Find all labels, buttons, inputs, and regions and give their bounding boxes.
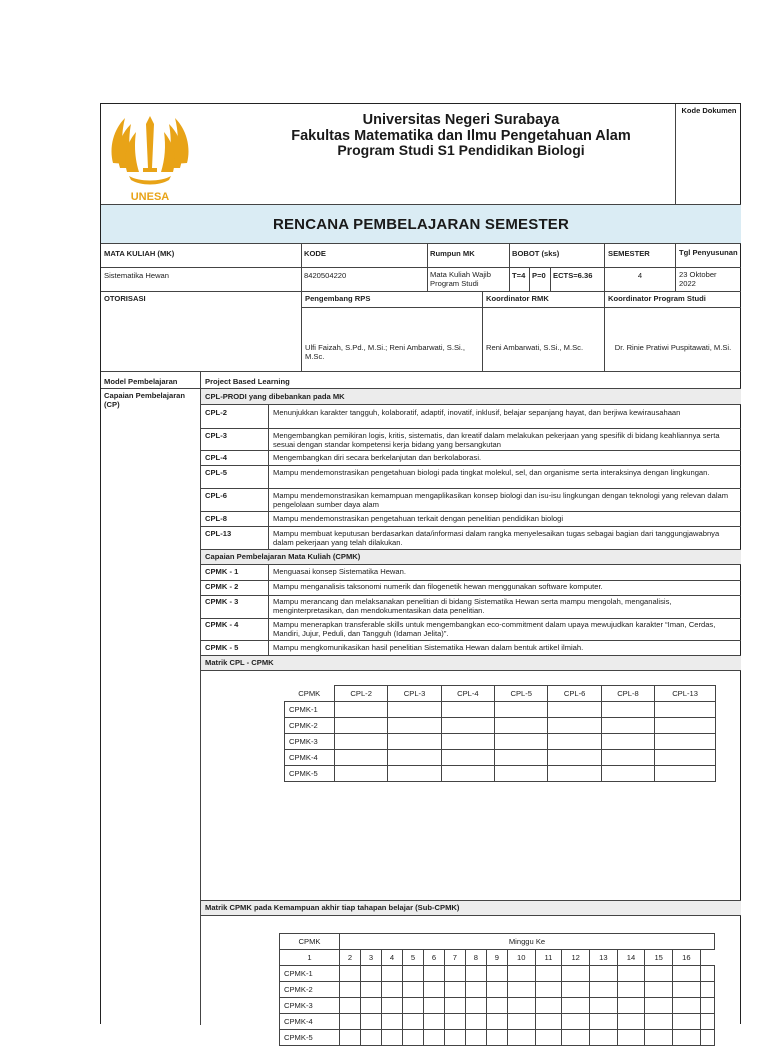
matrix-cell [486,998,507,1014]
matrix-row [285,766,716,782]
matrix-col-header: CPL-4 [441,686,494,702]
matrix-row-label: CPMK-2 [285,718,335,734]
university-name: Universitas Negeri Surabaya [362,112,560,128]
week-header: 8 [465,950,486,966]
pengembang-names: Ulfi Faizah, S.Pd., M.Si.; Reni Ambarwati, S.Si., M.Sc. [305,343,465,361]
label-koordinator-prodi: Koordinator Program Studi [608,294,706,303]
matrix-cell [617,982,645,998]
matrix-cell [673,982,701,998]
matrix-cell [645,982,673,998]
koordinator-rmk-name: Reni Ambarwati, S.Si., M.Sc. [486,343,584,352]
matrix-cell [465,1030,486,1046]
matrix-cell [617,966,645,982]
cpl-prodi-header: CPL-PRODI yang dibebankan pada MK [205,392,345,401]
cpmk-header: Capaian Pembelajaran Mata Kuliah (CPMK) [205,552,361,561]
matrix-row-label: CPMK-3 [280,998,340,1014]
value-bobot-ects: ECTS=6.36 [553,271,593,280]
matrix-cell [465,998,486,1014]
cpmk-code: CPMK - 5 [205,643,239,652]
matrix-cell [360,1014,381,1030]
matrix-cell [590,998,618,1014]
matrix-cell [617,1030,645,1046]
program-name: Program Studi S1 Pendidikan Biologi [337,142,585,158]
matrix-cell [360,998,381,1014]
matrix-row [285,734,716,750]
matrix-row-label: CPMK-4 [285,750,335,766]
matrix-row-label: CPMK-1 [285,702,335,718]
label-tgl-penyusunan: Tgl Penyusunan [679,248,738,257]
matrix-cell [444,1014,465,1030]
matrix-cell [562,1030,590,1046]
matrix-cell [423,1030,444,1046]
cpl-text: Mampu mendemonstrasikan kemampuan mengaplikasikan konsep biologi dan isu-isu lingkungan dengan teknologi yang relevan dalam pengelolaan sumber daya alam [273,491,729,509]
matrix-cell [495,734,548,750]
week-header: 16 [673,950,701,966]
matrix-row [280,982,715,998]
matrix-cell [535,982,562,998]
matrix-cell [388,718,441,734]
matrix-row-label: CPMK-4 [280,1014,340,1030]
matrix-cell [340,998,361,1014]
matrix-cell [441,702,494,718]
matrix-cell [335,734,388,750]
matrix-row-label: CPMK-1 [280,966,340,982]
label-rumpun: Rumpun MK [430,249,475,258]
matrix-cell [423,982,444,998]
matrix-cell [645,998,673,1014]
cpl-code: CPL-6 [205,491,227,500]
week-header: 6 [423,950,444,966]
matrix-cell [360,982,381,998]
matrix-cell [360,966,381,982]
matrix-cell [495,702,548,718]
matrix-col-header: CPL-5 [495,686,548,702]
matrix-row [285,750,716,766]
cpmk-text: Menguasai konsep Sistematika Hewan. [273,567,406,576]
matrix-cell [441,718,494,734]
matrix-cell [423,1014,444,1030]
matrix-cell [601,734,654,750]
matrix-cell [441,734,494,750]
matrix-cell [645,1030,673,1046]
matrix-cell [617,998,645,1014]
matrix-cell [645,966,673,982]
cpl-code: CPL-5 [205,468,227,477]
matrix-cell [590,966,618,982]
matrix-cell [381,1014,402,1030]
matrix-cell [486,1014,507,1030]
value-kode: 8420504220 [304,271,347,280]
matrix-cell [655,766,716,782]
matrix-corner: CPMK [280,934,340,950]
matrix-cell [673,966,701,982]
matrix-row-label: CPMK-2 [280,982,340,998]
matrix-sub-title: Matrik CPMK pada Kemampuan akhir tiap tahapan belajar (Sub-CPMK) [205,903,460,912]
cpl-text: Mengembangkan pemikiran logis, kritis, sistematis, dan kreatif dalam melakukan pekerjaan yang spesifik di bidang keahliannya serta sesuai dengan standar kompetensi kerja bidang yang bersangkutan [273,431,720,449]
cpmk-text: Mampu merancang dan melaksanakan penelitian di bidang Sistematika Hewan serta mampu mengolah, menganalisis, menginterpretasikan, dan mendokumentasikan data penelitian. [273,597,672,615]
matrix-col-header: CPL-13 [655,686,716,702]
matrix-cell [495,750,548,766]
matrix-cell [444,998,465,1014]
matrix-cell [673,998,701,1014]
matrix-col-header: CPL-3 [388,686,441,702]
matrix-cell [655,718,716,734]
cpl-text: Mengembangkan diri secara berkelanjutan dan berkolaborasi. [273,453,482,462]
matrix-cell [402,982,423,998]
matrix-cell [655,734,716,750]
matrix-cell [388,702,441,718]
matrix-cell [700,982,714,998]
matrix-cell [381,966,402,982]
value-model-pembelajaran: Project Based Learning [205,377,290,386]
matrix-cell [340,982,361,998]
matrix-cell [381,998,402,1014]
matrix-cell [700,966,714,982]
matrix-cell [673,1030,701,1046]
matrix-cell [465,966,486,982]
label-model-pembelajaran: Model Pembelajaran [104,377,178,386]
label-pengembang-rps: Pengembang RPS [305,294,371,303]
value-mata-kuliah: Sistematika Hewan [104,271,169,280]
matrix-cell [444,982,465,998]
matrix-cpl-cpmk-table [284,685,716,782]
matrix-cell [548,702,601,718]
matrix-row [280,1030,715,1046]
logo-text: UNESA [130,191,170,203]
cpl-code: CPL-2 [205,408,227,417]
matrix-cell [495,766,548,782]
week-header: 1 [280,950,340,966]
matrix-row [285,718,716,734]
matrix-cell [388,734,441,750]
matrix-row-label: CPMK-5 [280,1030,340,1046]
matrix-cell [388,766,441,782]
matrix-col-header: CPL-2 [335,686,388,702]
cpl-code: CPL-3 [205,431,227,440]
cpl-text: Mampu mendemonstrasikan pengetahuan biologi pada tingkat molekul, sel, dan organisme serta interaksinya dengan lingkungan. [273,468,710,477]
label-bobot: BOBOT (sks) [512,249,560,258]
matrix-cell [486,1030,507,1046]
matrix-cell [388,750,441,766]
matrix-cell [507,998,535,1014]
matrix-cell [335,702,388,718]
cpl-code: CPL-8 [205,514,227,523]
matrix-cell [381,1030,402,1046]
label-koordinator-rmk: Koordinator RMK [486,294,549,303]
matrix-cell [562,998,590,1014]
matrix-cell [465,1014,486,1030]
cpl-code: CPL-4 [205,453,227,462]
matrix-cell [340,1014,361,1030]
label-mata-kuliah: MATA KULIAH (MK) [104,249,175,258]
matrix-cell [535,1030,562,1046]
matrix-cell [465,982,486,998]
matrix-cell [444,966,465,982]
week-header: 3 [360,950,381,966]
matrix-cell [700,998,714,1014]
matrix-cell [590,982,618,998]
matrix-cell [402,1014,423,1030]
matrix-cell [562,1014,590,1030]
week-header: 10 [507,950,535,966]
matrix-cell [335,750,388,766]
kode-dokumen-label: Kode Dokumen [681,106,737,115]
matrix-cell [590,1014,618,1030]
matrix-cpl-title: Matrik CPL - CPMK [205,658,274,667]
matrix-col-header: CPL-6 [548,686,601,702]
label-kode: KODE [304,249,326,258]
matrix-cell [340,1030,361,1046]
matrix-cell [335,718,388,734]
matrix-cell [495,718,548,734]
matrix-cell [590,1030,618,1046]
matrix-cell [402,1030,423,1046]
matrix-cell [655,750,716,766]
matrix-cell [402,966,423,982]
matrix-corner: CPMK [298,688,321,698]
cpmk-code: CPMK - 4 [205,620,239,629]
label-otorisasi: OTORISASI [104,294,146,303]
cpl-text: Menunjukkan karakter tangguh, kolaboratif, adaptif, inovatif, inklusif, belajar sepanjang hayat, dan berjiwa kewirausahaan [273,408,681,417]
matrix-cell [423,966,444,982]
value-semester: 4 [637,271,643,280]
label-semester: SEMESTER [608,249,650,258]
matrix-cell [444,1030,465,1046]
value-rumpun: Mata Kuliah Wajib Program Studi [430,270,491,288]
matrix-cell [535,1014,562,1030]
week-header: 12 [562,950,590,966]
matrix-col-header: CPL-8 [601,686,654,702]
matrix-cell [617,1014,645,1030]
matrix-row-label: CPMK-3 [285,734,335,750]
matrix-cell [360,1030,381,1046]
week-header: 11 [535,950,562,966]
rps-document [100,103,741,1042]
matrix-sub-cpmk-table [279,933,715,1046]
matrix-cell [655,702,716,718]
matrix-cell [441,766,494,782]
matrix-row-label: CPMK-5 [285,766,335,782]
value-bobot-p: P=0 [532,271,546,280]
cpmk-text: Mampu menerapkan transferable skills untuk mengembangkan eco-commitment dalam upaya mewujudkan karakter “Iman, Cerdas, Mandiri, Jujur, Peduli, dan Tangguh (Idaman Jelita)”. [273,620,716,638]
matrix-cell [507,966,535,982]
matrix-cell [562,982,590,998]
matrix-row [280,998,715,1014]
value-bobot-t: T=4 [512,271,526,280]
matrix-cell [381,982,402,998]
week-header: 9 [486,950,507,966]
faculty-name: Fakultas Matematika dan Ilmu Pengetahuan Alam [291,128,631,144]
matrix-cell [335,766,388,782]
matrix-cell [507,1030,535,1046]
cpmk-code: CPMK - 2 [205,582,239,591]
matrix-cell [486,982,507,998]
cpl-code: CPL-13 [205,529,232,538]
matrix-cell [548,734,601,750]
week-header: 5 [402,950,423,966]
value-tgl-penyusunan: 23 Oktober 2022 [679,270,717,288]
koordinator-prodi-name: Dr. Rinie Pratiwi Puspitawati, M.Si. [614,343,732,352]
cpl-text: Mampu mendemonstrasikan pengetahuan terkait dengan penelitian pendidikan biologi [273,514,564,523]
matrix-cell [441,750,494,766]
week-header: 2 [340,950,361,966]
matrix-cell [673,1014,701,1030]
unesa-logo-icon [105,108,195,204]
cpmk-text: Mampu mengkomunikasikan hasil penelitian Sistematika Hewan dalam bentuk artikel ilmiah. [273,643,584,652]
matrix-cell [645,1014,673,1030]
document-title: RENCANA PEMBELAJARAN SEMESTER [272,216,570,233]
cpmk-code: CPMK - 1 [205,567,239,576]
cpmk-text: Mampu menganalisis taksonomi numerik dan filogenetik hewan menggunakan software komputer. [273,582,603,591]
matrix-row [280,966,715,982]
label-capaian-pembelajaran: Capaian Pembelajaran (CP) [104,391,186,409]
matrix-cell [507,982,535,998]
matrix-cell [601,766,654,782]
matrix-cell [340,966,361,982]
week-header: 15 [645,950,673,966]
matrix-cell [700,1030,714,1046]
matrix-cell [535,966,562,982]
matrix-cell [535,998,562,1014]
week-header: 13 [590,950,618,966]
week-header: 14 [617,950,645,966]
matrix-cell [700,1014,714,1030]
matrix-cell [562,966,590,982]
minggu-ke-header: Minggu Ke [340,934,715,950]
matrix-cell [601,718,654,734]
matrix-cell [402,998,423,1014]
matrix-row [280,1014,715,1030]
cpl-text: Mampu membuat keputusan berdasarkan data/informasi dalam rangka menyelesaikan tugas sebagai bagian dari tanggungjawabnya dalam pekerjaan yang telah dilakukan. [273,529,720,547]
matrix-cell [507,1014,535,1030]
matrix-row [285,702,716,718]
matrix-cell [601,702,654,718]
matrix-cell [548,718,601,734]
week-header: 4 [381,950,402,966]
matrix-cell [486,966,507,982]
cpmk-code: CPMK - 3 [205,597,239,606]
matrix-cell [548,766,601,782]
matrix-cell [548,750,601,766]
matrix-cell [423,998,444,1014]
matrix-cell [601,750,654,766]
week-header: 7 [444,950,465,966]
